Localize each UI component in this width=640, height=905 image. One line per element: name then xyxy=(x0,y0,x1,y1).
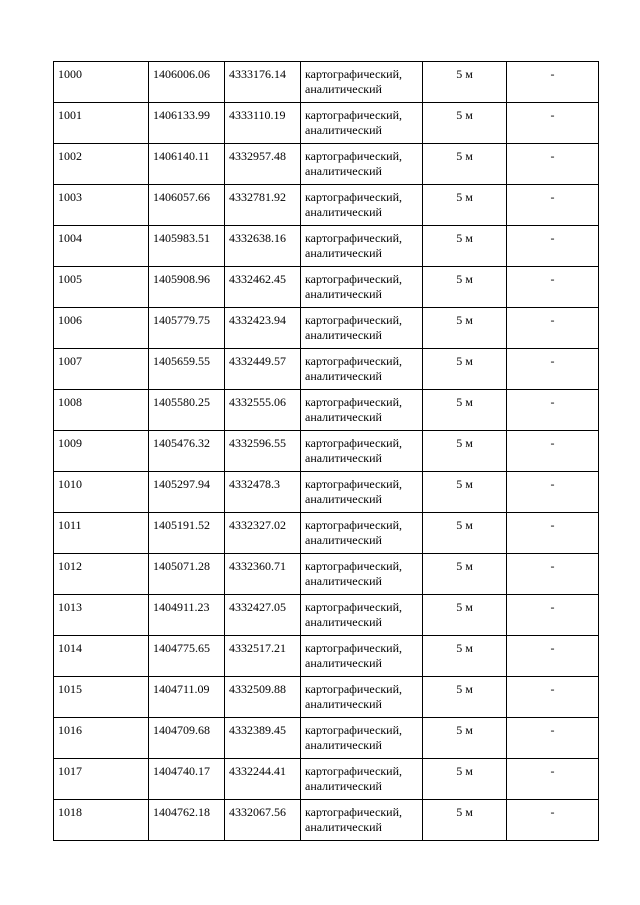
y-coordinate-cell: 4333110.19 xyxy=(225,103,301,144)
table-row xyxy=(54,349,599,390)
note-cell: - xyxy=(507,513,599,554)
table-row xyxy=(54,677,599,718)
method-line-2: аналитический xyxy=(305,246,382,260)
method-cell xyxy=(301,62,423,103)
method-line-2: аналитический xyxy=(305,205,382,219)
method-line-1: картографический, xyxy=(305,67,403,81)
accuracy-cell: 5 м xyxy=(423,718,507,759)
point-number-cell: 1015 xyxy=(54,677,149,718)
y-coordinate-cell: 4332360.71 xyxy=(225,554,301,595)
point-number-cell: 1001 xyxy=(54,103,149,144)
y-coordinate-cell: 4333176.14 xyxy=(225,62,301,103)
method-line-2: аналитический xyxy=(305,82,382,96)
accuracy-cell: 5 м xyxy=(423,595,507,636)
point-number-cell: 1012 xyxy=(54,554,149,595)
table-row xyxy=(54,267,599,308)
coordinates-table xyxy=(53,61,599,841)
x-coordinate-cell: 1404911.23 xyxy=(149,595,225,636)
point-number-cell: 1000 xyxy=(54,62,149,103)
point-number-cell: 1018 xyxy=(54,800,149,841)
accuracy-cell: 5 м xyxy=(423,431,507,472)
method-line-2: аналитический xyxy=(305,738,382,752)
y-coordinate-cell: 4332067.56 xyxy=(225,800,301,841)
method-cell xyxy=(301,800,423,841)
x-coordinate-cell: 1404762.18 xyxy=(149,800,225,841)
y-coordinate-cell: 4332517.21 xyxy=(225,636,301,677)
y-coordinate-cell: 4332427.05 xyxy=(225,595,301,636)
method-line-1: картографический, xyxy=(305,108,403,122)
method-cell xyxy=(301,472,423,513)
method-line-1: картографический, xyxy=(305,190,403,204)
table-row xyxy=(54,390,599,431)
note-cell: - xyxy=(507,185,599,226)
note-cell: - xyxy=(507,349,599,390)
method-line-1: картографический, xyxy=(305,354,403,368)
point-number-cell: 1006 xyxy=(54,308,149,349)
method-line-1: картографический, xyxy=(305,682,403,696)
method-cell xyxy=(301,431,423,472)
x-coordinate-cell: 1406006.06 xyxy=(149,62,225,103)
method-line-1: картографический, xyxy=(305,313,403,327)
method-line-1: картографический, xyxy=(305,764,403,778)
method-line-1: картографический, xyxy=(305,559,403,573)
x-coordinate-cell: 1404711.09 xyxy=(149,677,225,718)
method-line-1: картографический, xyxy=(305,272,403,286)
y-coordinate-cell: 4332478.3 xyxy=(225,472,301,513)
y-coordinate-cell: 4332423.94 xyxy=(225,308,301,349)
table-row xyxy=(54,472,599,513)
table-row xyxy=(54,431,599,472)
method-line-2: аналитический xyxy=(305,656,382,670)
method-line-2: аналитический xyxy=(305,820,382,834)
table-row xyxy=(54,718,599,759)
document-page xyxy=(53,61,598,841)
accuracy-cell: 5 м xyxy=(423,62,507,103)
x-coordinate-cell: 1405191.52 xyxy=(149,513,225,554)
accuracy-cell: 5 м xyxy=(423,267,507,308)
x-coordinate-cell: 1405983.51 xyxy=(149,226,225,267)
accuracy-cell: 5 м xyxy=(423,800,507,841)
point-number-cell: 1016 xyxy=(54,718,149,759)
x-coordinate-cell: 1404709.68 xyxy=(149,718,225,759)
method-line-2: аналитический xyxy=(305,451,382,465)
x-coordinate-cell: 1405659.55 xyxy=(149,349,225,390)
table-row xyxy=(54,595,599,636)
accuracy-cell: 5 м xyxy=(423,513,507,554)
y-coordinate-cell: 4332638.16 xyxy=(225,226,301,267)
method-line-1: картографический, xyxy=(305,149,403,163)
x-coordinate-cell: 1405908.96 xyxy=(149,267,225,308)
method-line-1: картографический, xyxy=(305,395,403,409)
table-row xyxy=(54,226,599,267)
accuracy-cell: 5 м xyxy=(423,759,507,800)
y-coordinate-cell: 4332555.06 xyxy=(225,390,301,431)
table-row xyxy=(54,554,599,595)
method-line-1: картографический, xyxy=(305,518,403,532)
point-number-cell: 1007 xyxy=(54,349,149,390)
point-number-cell: 1004 xyxy=(54,226,149,267)
method-line-2: аналитический xyxy=(305,287,382,301)
method-line-1: картографический, xyxy=(305,723,403,737)
method-cell xyxy=(301,718,423,759)
method-line-2: аналитический xyxy=(305,615,382,629)
coordinates-table-body xyxy=(54,62,599,841)
note-cell: - xyxy=(507,431,599,472)
table-row xyxy=(54,513,599,554)
x-coordinate-cell: 1404740.17 xyxy=(149,759,225,800)
method-line-1: картографический, xyxy=(305,805,403,819)
method-cell xyxy=(301,308,423,349)
note-cell: - xyxy=(507,718,599,759)
x-coordinate-cell: 1405297.94 xyxy=(149,472,225,513)
y-coordinate-cell: 4332509.88 xyxy=(225,677,301,718)
table-row xyxy=(54,636,599,677)
x-coordinate-cell: 1406140.11 xyxy=(149,144,225,185)
note-cell: - xyxy=(507,267,599,308)
method-line-2: аналитический xyxy=(305,369,382,383)
note-cell: - xyxy=(507,103,599,144)
accuracy-cell: 5 м xyxy=(423,554,507,595)
point-number-cell: 1008 xyxy=(54,390,149,431)
method-cell xyxy=(301,390,423,431)
x-coordinate-cell: 1405071.28 xyxy=(149,554,225,595)
note-cell: - xyxy=(507,595,599,636)
method-line-1: картографический, xyxy=(305,600,403,614)
method-line-1: картографический, xyxy=(305,231,403,245)
table-row xyxy=(54,103,599,144)
point-number-cell: 1009 xyxy=(54,431,149,472)
accuracy-cell: 5 м xyxy=(423,390,507,431)
method-line-2: аналитический xyxy=(305,164,382,178)
accuracy-cell: 5 м xyxy=(423,144,507,185)
note-cell: - xyxy=(507,554,599,595)
method-line-1: картографический, xyxy=(305,641,403,655)
table-row xyxy=(54,759,599,800)
y-coordinate-cell: 4332596.55 xyxy=(225,431,301,472)
accuracy-cell: 5 м xyxy=(423,636,507,677)
method-line-2: аналитический xyxy=(305,697,382,711)
method-cell xyxy=(301,226,423,267)
point-number-cell: 1002 xyxy=(54,144,149,185)
note-cell: - xyxy=(507,472,599,513)
table-row xyxy=(54,800,599,841)
y-coordinate-cell: 4332327.02 xyxy=(225,513,301,554)
accuracy-cell: 5 м xyxy=(423,308,507,349)
y-coordinate-cell: 4332781.92 xyxy=(225,185,301,226)
method-line-2: аналитический xyxy=(305,533,382,547)
table-row xyxy=(54,308,599,349)
point-number-cell: 1013 xyxy=(54,595,149,636)
note-cell: - xyxy=(507,308,599,349)
y-coordinate-cell: 4332462.45 xyxy=(225,267,301,308)
method-cell xyxy=(301,349,423,390)
note-cell: - xyxy=(507,390,599,431)
accuracy-cell: 5 м xyxy=(423,472,507,513)
note-cell: - xyxy=(507,800,599,841)
accuracy-cell: 5 м xyxy=(423,103,507,144)
method-cell xyxy=(301,267,423,308)
note-cell: - xyxy=(507,62,599,103)
point-number-cell: 1003 xyxy=(54,185,149,226)
x-coordinate-cell: 1405779.75 xyxy=(149,308,225,349)
y-coordinate-cell: 4332449.57 xyxy=(225,349,301,390)
accuracy-cell: 5 м xyxy=(423,226,507,267)
note-cell: - xyxy=(507,759,599,800)
table-row xyxy=(54,185,599,226)
point-number-cell: 1011 xyxy=(54,513,149,554)
note-cell: - xyxy=(507,144,599,185)
accuracy-cell: 5 м xyxy=(423,185,507,226)
method-line-1: картографический, xyxy=(305,436,403,450)
method-cell xyxy=(301,677,423,718)
method-cell xyxy=(301,636,423,677)
x-coordinate-cell: 1404775.65 xyxy=(149,636,225,677)
x-coordinate-cell: 1406057.66 xyxy=(149,185,225,226)
x-coordinate-cell: 1405476.32 xyxy=(149,431,225,472)
x-coordinate-cell: 1405580.25 xyxy=(149,390,225,431)
point-number-cell: 1010 xyxy=(54,472,149,513)
accuracy-cell: 5 м xyxy=(423,349,507,390)
point-number-cell: 1017 xyxy=(54,759,149,800)
y-coordinate-cell: 4332244.41 xyxy=(225,759,301,800)
method-cell xyxy=(301,185,423,226)
y-coordinate-cell: 4332957.48 xyxy=(225,144,301,185)
y-coordinate-cell: 4332389.45 xyxy=(225,718,301,759)
table-row xyxy=(54,144,599,185)
method-cell xyxy=(301,759,423,800)
point-number-cell: 1005 xyxy=(54,267,149,308)
method-line-2: аналитический xyxy=(305,328,382,342)
method-cell xyxy=(301,554,423,595)
note-cell: - xyxy=(507,677,599,718)
method-cell xyxy=(301,595,423,636)
method-line-2: аналитический xyxy=(305,410,382,424)
note-cell: - xyxy=(507,636,599,677)
method-line-2: аналитический xyxy=(305,574,382,588)
method-cell xyxy=(301,103,423,144)
note-cell: - xyxy=(507,226,599,267)
table-row xyxy=(54,62,599,103)
method-line-2: аналитический xyxy=(305,779,382,793)
x-coordinate-cell: 1406133.99 xyxy=(149,103,225,144)
method-line-2: аналитический xyxy=(305,123,382,137)
method-line-1: картографический, xyxy=(305,477,403,491)
method-cell xyxy=(301,513,423,554)
accuracy-cell: 5 м xyxy=(423,677,507,718)
point-number-cell: 1014 xyxy=(54,636,149,677)
method-cell xyxy=(301,144,423,185)
method-line-2: аналитический xyxy=(305,492,382,506)
